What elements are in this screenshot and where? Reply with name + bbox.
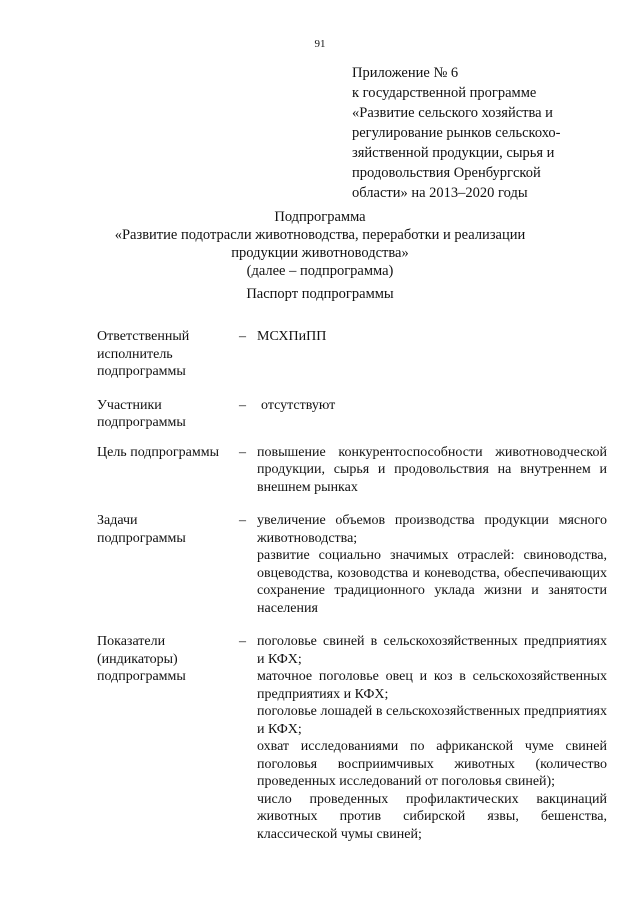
label-line: Ответственный	[97, 329, 190, 344]
subprogram-title-line: продукции животноводства»	[231, 245, 409, 261]
label-line: (индикаторы)	[97, 651, 178, 667]
value-paragraph: повышение конкурентоспособности животноводческой продукции, сырья и продовольствия на внутреннем и внешнем рынках	[257, 444, 607, 495]
label-line: подпрограммы	[97, 669, 186, 684]
value-paragraph: число проведенных профилактических вакцинаций животных против сибирской язвы, бешенства, классической чумы свиней;	[257, 791, 607, 842]
subprogram-title-line: (далее – подпрограмма)	[246, 263, 394, 279]
subprogram-title	[0, 208, 640, 280]
passport-row-value	[257, 444, 607, 497]
label-line: Участники	[97, 397, 162, 413]
value-paragraph: охват исследованиями по африканской чуме свиней поголовья восприимчивых животных (количество проведенных исследований от поголовья свиней);	[257, 739, 607, 789]
label-line: Задачи	[97, 513, 138, 528]
label-line: исполнитель	[97, 346, 173, 362]
value-paragraph: развитие социально значимых отраслей: свиноводства, овцеводства, козоводства и коневодства, обеспечивающих сохранение традиционного уклада жизни и занятости населения	[257, 548, 607, 616]
label-line: подпрограммы	[97, 364, 186, 379]
passport-row-tasks	[97, 512, 607, 617]
dash-separator: –	[239, 444, 246, 460]
value-paragraph: увеличение объемов производства продукции мясного животноводства;	[257, 513, 607, 546]
label-line: подпрограммы	[97, 530, 186, 546]
page-number: 91	[314, 38, 326, 50]
passport-row-label	[97, 328, 233, 381]
passport-row-label	[97, 512, 233, 547]
appendix-line: к государственной программе	[352, 85, 537, 101]
appendix-reference	[352, 63, 592, 203]
passport-table	[97, 328, 607, 843]
passport-row-participants	[97, 397, 607, 432]
appendix-line: зяйственной продукции, сырья и	[352, 145, 555, 161]
passport-row-label	[97, 633, 233, 686]
passport-row-value	[257, 397, 607, 415]
appendix-line: регулирование рынков сельскохо-	[352, 125, 561, 141]
passport-title: Паспорт подпрограммы	[246, 286, 394, 302]
label-line: подпрограммы	[97, 415, 186, 430]
passport-row-label	[97, 397, 233, 432]
appendix-line: продовольствия Оренбургской	[352, 165, 541, 181]
value-paragraph: отсутствуют	[261, 397, 336, 413]
label-line: Цель подпрограммы	[97, 444, 219, 460]
value-paragraph: поголовье лошадей в сельскохозяйственных предприятиях и КФХ;	[257, 704, 607, 737]
subprogram-title-line: «Развитие подотрасли животноводства, переработки и реализации	[114, 227, 526, 243]
value-paragraph: поголовье свиней в сельскохозяйственных предприятиях и КФХ;	[257, 634, 607, 667]
passport-row-value	[257, 512, 607, 617]
appendix-line: «Развитие сельского хозяйства и	[352, 105, 553, 121]
label-line: Показатели	[97, 634, 166, 649]
dash-separator: –	[239, 634, 246, 649]
passport-row-responsible	[97, 328, 607, 381]
passport-row-value	[257, 328, 607, 346]
value-paragraph: МСХПиПП	[257, 329, 327, 344]
subprogram-title-line: Подпрограмма	[274, 209, 366, 225]
passport-row-indicators	[97, 633, 607, 843]
dash-separator: –	[239, 397, 246, 413]
appendix-line: Приложение № 6	[352, 65, 459, 81]
passport-row-goal	[97, 444, 607, 497]
dash-separator: –	[239, 329, 246, 344]
passport-row-label	[97, 444, 233, 462]
value-paragraph: маточное поголовье овец и коз в сельскохозяйственных предприятиях и КФХ;	[257, 669, 607, 702]
appendix-line: области» на 2013–2020 годы	[352, 185, 528, 201]
dash-separator: –	[239, 513, 246, 528]
passport-row-value	[257, 633, 607, 843]
